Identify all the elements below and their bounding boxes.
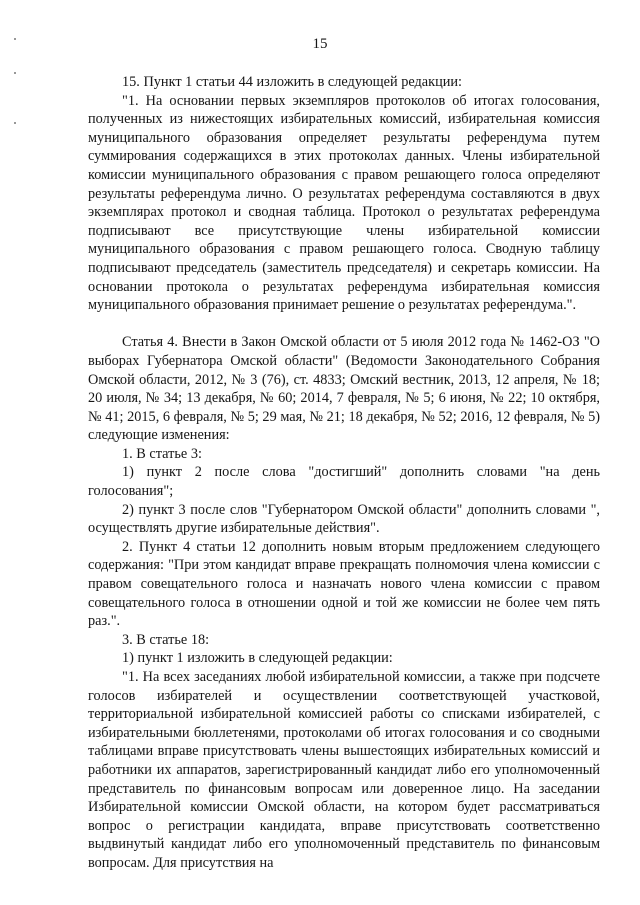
scan-speck — [14, 72, 16, 74]
paragraph-article-3-item-1: 1) пункт 2 после слова "достигший" дополнить словами "на день голосования"; — [88, 464, 600, 500]
paragraph-observers: "1. На всех заседаниях любой избирательной комиссии, а также при подсчете голосов избирателей и осуществлении соответствующей участковой, территориальной избирательной комиссией работы со списками избирателей, с избирательными бюллетенями, протоколами об итогах голосования и со сводными таблицами вправе присутствовать члены вышестоящих избирательных комиссий и работники их аппаратов, зарегистрированный кандидат либо его уполномоченный представитель по финансовым вопросам или доверенное лицо. На заседании Избирательной комиссии Омской области, на котором будет рассматриваться вопрос о регистрации кандидата, вправе присутствовать соответственно выдвинутый кандидат либо его уполномоченный представитель по финансовым вопросам. Для присутствия на — [88, 669, 600, 871]
paragraph-article-18-item-1: 1) пункт 1 изложить в следующей редакции: — [122, 650, 393, 667]
paragraph-article-4: Статья 4. Внести в Закон Омской области от 5 июля 2012 года № 1462-ОЗ "О выборах Губернатора Омской области" (Ведомости Законодательного Собрания Омской области, 2012, № 3 (76), ст. 4833; Омский вестник, 2013, 12 апреля, № 18; 20 июля, № 34; 13 декабря, № 60; 2014, 7 февраля, № 5; 6 июня, № 22; 10 октября, № 41; 2015, 6 февраля, № 5; 29 мая, № 21; 18 декабря, № 52; 2016, 12 февраля, № 5) следующие изменения: — [88, 334, 600, 444]
paragraph-article-12: 2. Пункт 4 статьи 12 дополнить новым вторым предложением следующего содержания: "При этом кандидат вправе прекращать полномочия члена комиссии с правом совещательного голоса и назначать нового члена комиссии с правом совещательного голоса в отношении одной и той же комиссии не более чем пять раз.". — [88, 538, 600, 630]
scan-speck — [14, 122, 16, 124]
paragraph-item-15-heading: 15. Пункт 1 статьи 44 изложить в следующей редакции: — [122, 74, 463, 90]
document-body — [88, 73, 600, 873]
paragraph-article-3-heading: 1. В статье 3: — [122, 445, 202, 462]
page-number: 15 — [312, 36, 328, 52]
paragraph-article-18-heading: 3. В статье 18: — [122, 631, 210, 648]
paragraph-referendum-results: "1. На основании первых экземпляров протоколов об итогах голосования, полученных из нижестоящих избирательных комиссий, избирательная комиссия муниципального образования определяет результаты референдума путем суммирования содержащихся в этих протоколах данных. Члены избирательной комиссии муниципального образования с правом решающего голоса определяют результаты референдума лично. О результатах референдума составляются в двух экземплярах протокол и сводная таблица. Протокол о результатах референдума подписывают все присутствующие члены избирательной комиссии муниципального образования с правом решающего голоса. Сводную таблицу подписывают председатель (заместитель председателя) и секретарь комиссии. На основании протокола о результатах референдума избирательная комиссия муниципального образования принимает решение о результатах референдума.". — [88, 92, 600, 314]
paragraph-article-3-item-2: 2) пункт 3 после слов "Губернатором Омской области" дополнить словами ", осуществлять другие избирательные действия". — [88, 501, 600, 537]
